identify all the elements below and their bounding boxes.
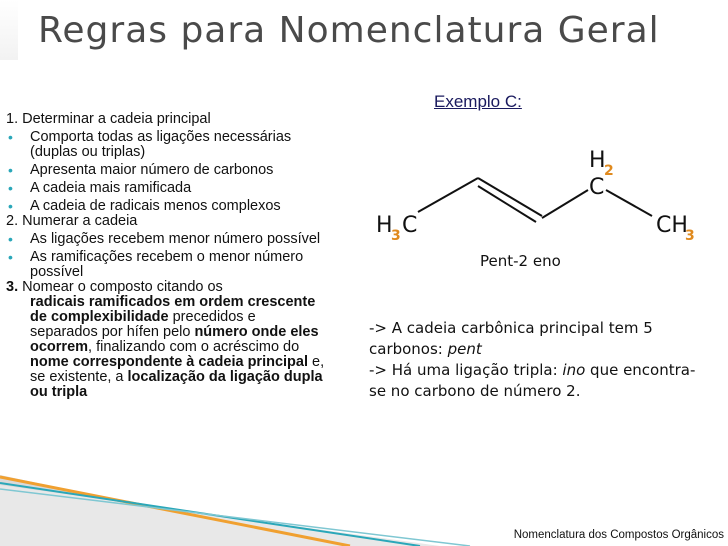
step2-heading: 2. Numerar a cadeia <box>6 213 138 229</box>
step2-bullet: • As ramificações recebem o menor número possível <box>8 249 304 280</box>
molecule-structure <box>360 140 720 250</box>
h3c-h: H <box>376 213 393 238</box>
ch2-c: C <box>589 175 605 200</box>
bullet-icon: • <box>8 180 13 196</box>
step1-bullet: • Apresenta maior número de carbonos <box>8 162 274 178</box>
bullet-icon: • <box>8 162 13 178</box>
ch3-c: CH <box>656 213 688 238</box>
bullet-icon: • <box>8 198 13 214</box>
bond-c2-c3-a <box>478 178 542 216</box>
h3c-c: C <box>402 213 418 238</box>
page-title: Regras para Nomenclatura Geral <box>38 10 660 51</box>
step2-bullet: • As ligações recebem menor número possível <box>8 231 321 247</box>
molecule-name: Pent-2 eno <box>480 252 561 270</box>
footer-label: Nomenclatura dos Compostos Orgânicos <box>513 529 724 541</box>
step3-paragraph: 3. Nomear o composto citando os radicais ramificados em ordem crescente de complexibilidade precedidos e separados por hífen pelo número onde eles ocorrem, finalizando com o acréscimo do nome correspondente à cadeia principal e, se existente, a localização da ligação dupla ou tripla <box>6 279 325 400</box>
bond-c1-c2 <box>418 178 478 212</box>
bond-c4-c5 <box>606 190 652 216</box>
bullet-icon: • <box>8 231 13 247</box>
step1-bullet: • A cadeia de radicais menos complexos <box>8 198 281 214</box>
bond-c3-c4 <box>542 190 588 218</box>
example-title: Exemplo C: <box>434 92 522 111</box>
title-decoration <box>0 0 18 60</box>
bond-c2-c3-b <box>478 186 536 222</box>
step1-heading: 1. Determinar a cadeia principal <box>6 111 211 127</box>
explanation-text: -> A cadeia carbônica principal tem 5 carbonos: pent -> Há uma ligação tripla: ino que encontra-se no carbono de número 2. <box>369 319 696 400</box>
step3-number: 3. <box>6 279 19 295</box>
rules-column <box>6 112 326 400</box>
ch2-sub: 2 <box>604 163 614 179</box>
bullet-icon: • <box>8 249 13 265</box>
ch3-sub: 3 <box>685 228 695 244</box>
step1-bullet: • A cadeia mais ramificada <box>8 180 192 196</box>
ch2-h: H <box>589 148 606 173</box>
step1-bullet: • Comporta todas as ligações necessárias (duplas ou triplas) <box>8 129 292 160</box>
bullet-icon: • <box>8 129 13 145</box>
h3c-sub: 3 <box>391 228 401 244</box>
